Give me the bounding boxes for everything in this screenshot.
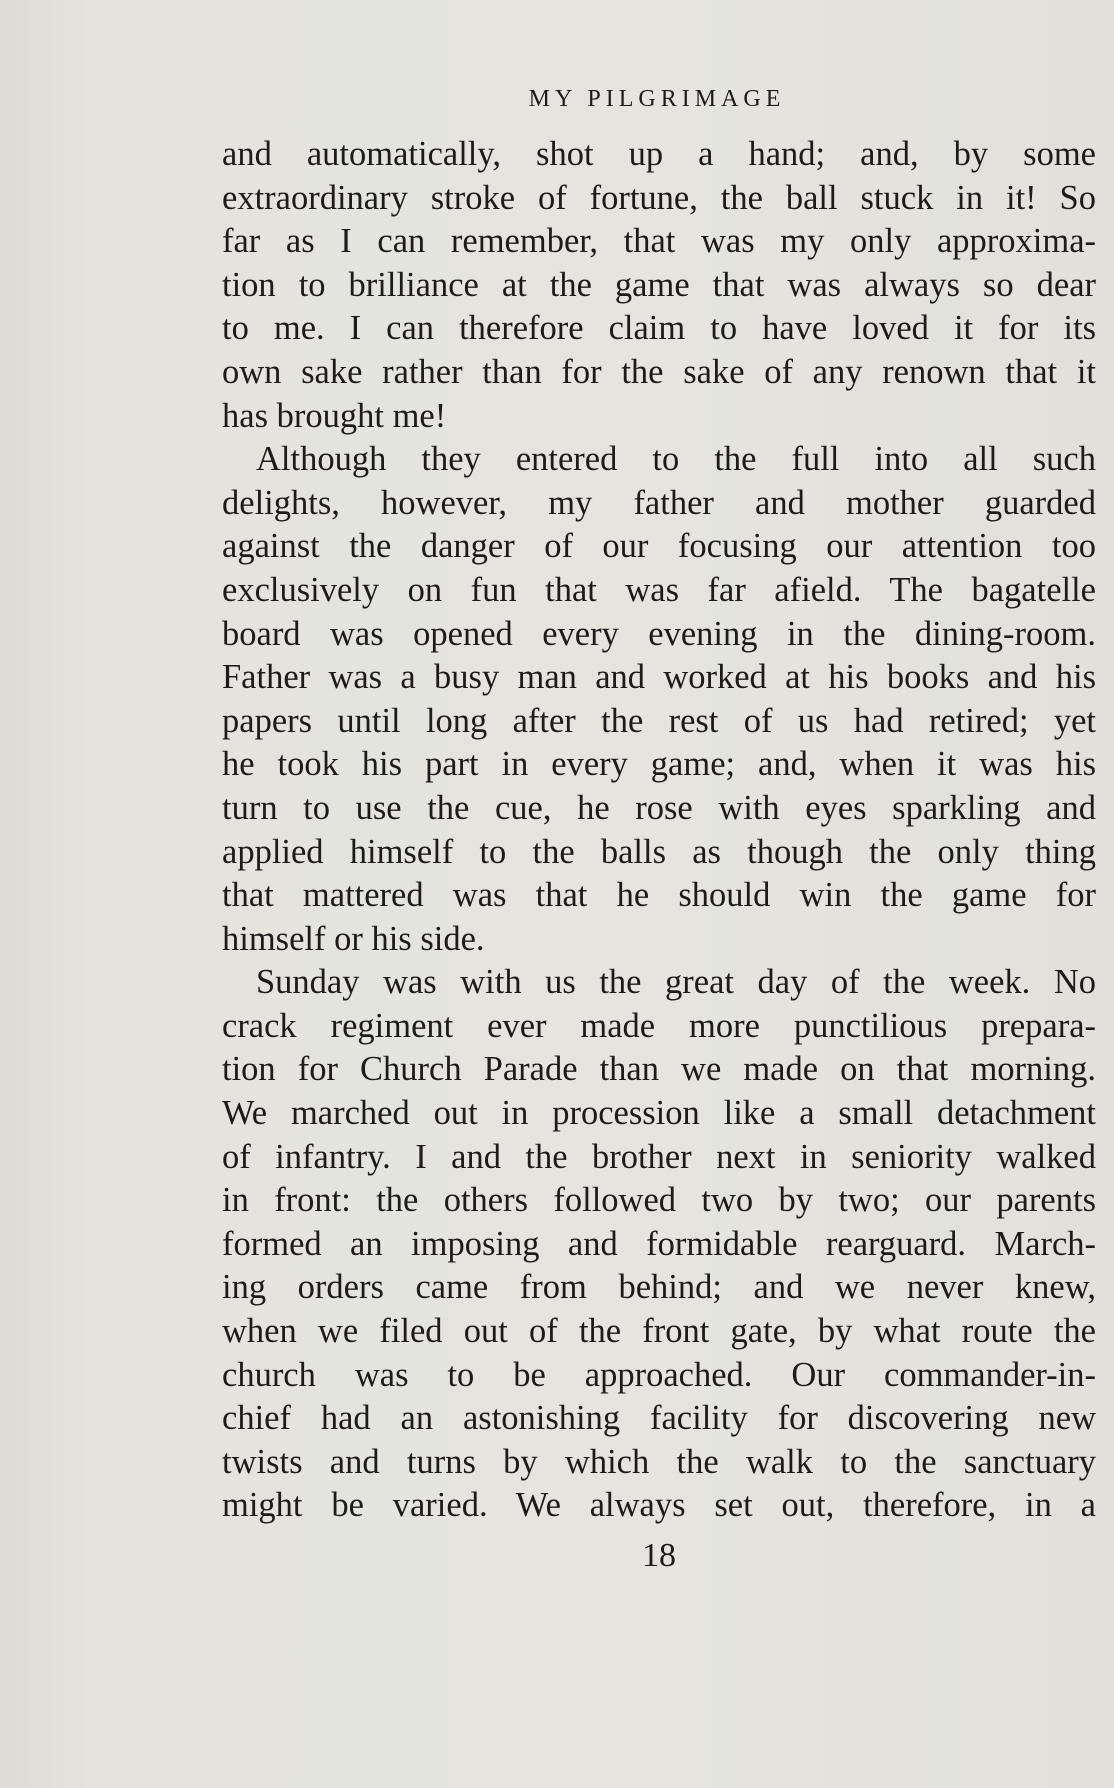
text-line: turn to use the cue, he rose with eyes sparkling and (222, 788, 1096, 827)
text-line: ing orders came from behind; and we never knew, (222, 1268, 1096, 1307)
text-line: own sake rather than for the sake of any renown that it (222, 352, 1096, 391)
text-line: of infantry. I and the brother next in seniority walked (222, 1137, 1096, 1176)
text-line: exclusively on fun that was far afield. The bagatelle (222, 570, 1096, 609)
text-line: himself or his side. (222, 919, 485, 958)
text-line: that mattered was that he should win the game for (222, 876, 1096, 915)
text-line: when we filed out of the front gate, by what route the (222, 1312, 1096, 1351)
text-line: delights, however, my father and mother guarded (222, 483, 1096, 522)
text-line: crack regiment ever made more punctilious prepara- (222, 1006, 1096, 1045)
text-line: might be varied. We always set out, therefore, in a (222, 1486, 1096, 1525)
text-line: Although they entered to the full into all such (256, 440, 1096, 479)
paragraph (222, 438, 1096, 961)
text-line: and automatically, shot up a hand; and, by some (222, 135, 1096, 173)
running-head: MY PILGRIMAGE (528, 86, 786, 112)
text-line: extraordinary stroke of fortune, the ball stuck in it! So (222, 178, 1096, 217)
page-number: 18 (642, 1537, 676, 1574)
text-line: chief had an astonishing facility for discovering new (222, 1399, 1096, 1438)
text-line: Father was a busy man and worked at his books and his (222, 658, 1096, 697)
paragraph (222, 133, 1096, 438)
text-line: far as I can remember, that was my only approxima- (222, 222, 1096, 261)
text-line: to me. I can therefore claim to have loved it for its (222, 309, 1096, 348)
text-line: papers until long after the rest of us had retired; yet (222, 701, 1096, 740)
text-line: We marched out in procession like a small detachment (222, 1094, 1096, 1133)
body-text (222, 133, 1096, 1528)
text-line: against the danger of our focusing our attention too (222, 527, 1096, 566)
text-line: tion for Church Parade than we made on that morning. (222, 1050, 1096, 1089)
text-line: Sunday was with us the great day of the week. No (256, 963, 1096, 1002)
text-line: he took his part in every game; and, when it was his (222, 745, 1096, 784)
text-line: applied himself to the balls as though the only thing (222, 832, 1096, 871)
text-line: twists and turns by which the walk to the sanctuary (222, 1442, 1096, 1481)
text-line: church was to be approached. Our commander-in- (222, 1355, 1096, 1394)
text-line: in front: the others followed two by two; our parents (222, 1181, 1096, 1220)
text-line: board was opened every evening in the dining-room. (222, 614, 1096, 653)
paragraph (222, 961, 1096, 1528)
text-line: tion to brilliance at the game that was always so dear (222, 265, 1096, 304)
text-line: formed an imposing and formidable rearguard. March- (222, 1224, 1096, 1263)
text-line: has brought me! (222, 396, 447, 435)
